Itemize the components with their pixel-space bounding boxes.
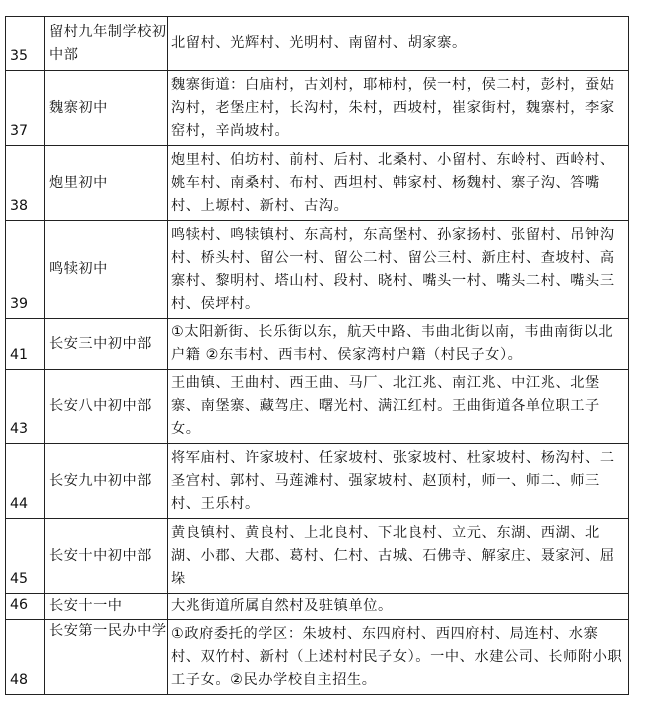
enrollment-table-wrapper — [5, 16, 629, 695]
enrollment-area: 北留村、光辉村、光明村、南留村、胡家寨。 — [168, 17, 629, 71]
row-number: 44 — [6, 444, 45, 519]
enrollment-area: 大兆街道所属自然村及驻镇单位。 — [168, 594, 629, 620]
row-number: 45 — [6, 519, 45, 594]
row-number: 41 — [6, 319, 45, 370]
row-number: 46 — [6, 594, 45, 620]
row-number: 35 — [6, 17, 45, 71]
table-row — [6, 17, 629, 71]
enrollment-area: 魏寨街道：白庙村，古刘村，耶柿村，侯一村，侯二村，彭村，蚕姑沟村，老堡庄村，长沟村，朱村，西坡村，崔家街村，魏寨村，李家窑村，辛尚坡村。 — [168, 71, 629, 146]
school-name: 炮里初中 — [45, 146, 168, 221]
row-number: 39 — [6, 221, 45, 319]
school-name: 长安第一民办中学 — [45, 620, 168, 695]
table-body — [6, 17, 629, 695]
school-name: 长安三中初中部 — [45, 319, 168, 370]
table-row — [6, 594, 629, 620]
table-row — [6, 319, 629, 370]
table-row — [6, 620, 629, 695]
enrollment-area: 黄良镇村、黄良村、上北良村、下北良村、立元、东湖、西湖、北湖、小郡、大郡、葛村、仁村、古城、石佛寺、解家庄、聂家河、屈垛 — [168, 519, 629, 594]
enrollment-area: 炮里村、伯坊村、前村、后村、北桑村、小留村、东岭村、西岭村、姚车村、南桑村、布村、西坦村、韩家村、杨魏村、寨子沟、答嘴村、上塬村、新村、古沟。 — [168, 146, 629, 221]
table-row — [6, 370, 629, 444]
enrollment-area: 鸣犊村、鸣犊镇村、东高村，东高堡村、孙家扬村、张留村、吊钟沟村、桥头村、留公一村、留公二村、留公三村、新庄村、查坡村、高寨村、黎明村、塔山村、段村、晓村、嘴头一村、嘴头二村、嘴头三村、侯坪村。 — [168, 221, 629, 319]
enrollment-area: ①太阳新街、长乐街以东，航天中路、韦曲北街以南，韦曲南街以北户籍 ②东韦村、西韦村、侯家湾村户籍（村民子女）。 — [168, 319, 629, 370]
school-name: 鸣犊初中 — [45, 221, 168, 319]
table-row — [6, 444, 629, 519]
row-number: 48 — [6, 620, 45, 695]
table-row — [6, 519, 629, 594]
school-name: 长安十一中 — [45, 594, 168, 620]
school-name: 留村九年制学校初中部 — [45, 17, 168, 71]
enrollment-area: 王曲镇、王曲村、西王曲、马厂、北江兆、南江兆、中江兆、北堡寨、南堡寨、藏驾庄、曙光村、满江红村。王曲街道各单位职工子女。 — [168, 370, 629, 444]
row-number: 38 — [6, 146, 45, 221]
school-name: 长安八中初中部 — [45, 370, 168, 444]
row-number: 37 — [6, 71, 45, 146]
table-row — [6, 71, 629, 146]
table-row — [6, 221, 629, 319]
enrollment-area: ①政府委托的学区：朱坡村、东四府村、西四府村、局连村、水寨村、双竹村、新村（上述村村民子女）。一中、水建公司、长师附小职工子女。②民办学校自主招生。 — [168, 620, 629, 695]
school-name: 长安十中初中部 — [45, 519, 168, 594]
enrollment-zone-table — [5, 16, 629, 695]
enrollment-area: 将军庙村、许家坡村、任家坡村、张家坡村、杜家坡村、杨沟村、二圣宫村、郭村、马莲滩村、强家坡村、赵顶村，师一、师二、师三村、王乐村。 — [168, 444, 629, 519]
row-number: 43 — [6, 370, 45, 444]
school-name: 魏寨初中 — [45, 71, 168, 146]
table-row — [6, 146, 629, 221]
school-name: 长安九中初中部 — [45, 444, 168, 519]
